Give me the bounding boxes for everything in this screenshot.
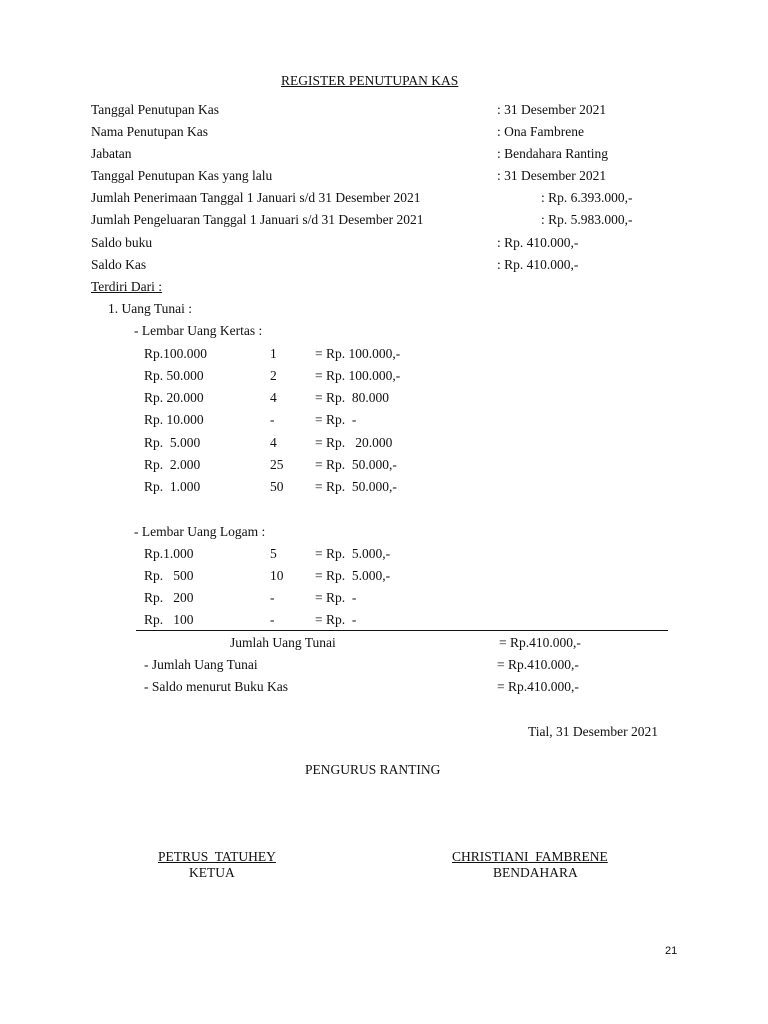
field-label-saldo-buku: Saldo buku bbox=[91, 235, 153, 250]
uang-tunai-heading: 1. Uang Tunai : bbox=[108, 301, 193, 316]
field-value-tanggal-penutupan: : 31 Desember 2021 bbox=[497, 102, 607, 117]
logam-denom: Rp. 500 bbox=[144, 568, 194, 583]
kertas-denom: Rp. 1.000 bbox=[144, 479, 201, 494]
field-value-nama-penutupan: : Ona Fambrene bbox=[497, 124, 584, 139]
kertas-qty: 2 bbox=[270, 368, 277, 383]
kertas-total: = Rp. 100.000,- bbox=[315, 346, 401, 361]
uang-kertas-heading: - Lembar Uang Kertas : bbox=[134, 323, 263, 338]
page-number: 21 bbox=[665, 945, 678, 957]
logam-total: = Rp. 5.000,- bbox=[315, 568, 391, 583]
field-value-tanggal-lalu: : 31 Desember 2021 bbox=[497, 168, 607, 183]
summary-jumlah-tunai-label: - Jumlah Uang Tunai bbox=[144, 657, 258, 672]
logam-denom: Rp. 100 bbox=[144, 612, 194, 627]
kertas-total: = Rp. 20.000 bbox=[315, 435, 393, 450]
kertas-qty: - bbox=[270, 412, 275, 427]
summary-saldo-buku-label: - Saldo menurut Buku Kas bbox=[144, 679, 288, 694]
signatory-role-ketua: KETUA bbox=[189, 865, 235, 880]
kertas-denom: Rp. 10.000 bbox=[144, 412, 204, 427]
kertas-qty: 4 bbox=[270, 435, 277, 450]
signatory-role-bendahara: BENDAHARA bbox=[493, 865, 578, 880]
kertas-denom: Rp. 2.000 bbox=[144, 457, 201, 472]
summary-saldo-buku-value: = Rp.410.000,- bbox=[497, 679, 579, 694]
logam-qty: 5 bbox=[270, 546, 277, 561]
kertas-denom: Rp. 50.000 bbox=[144, 368, 204, 383]
field-value-saldo-buku: : Rp. 410.000,- bbox=[497, 235, 579, 250]
summary-jumlah-tunai-value: = Rp.410.000,- bbox=[497, 657, 579, 672]
signatory-name-bendahara: CHRISTIANI FAMBRENE bbox=[452, 849, 608, 864]
field-label-tanggal-lalu: Tanggal Penutupan Kas yang lalu bbox=[91, 168, 273, 183]
kertas-denom: Rp. 20.000 bbox=[144, 390, 204, 405]
logam-qty: - bbox=[270, 612, 275, 627]
terdiri-dari-heading: Terdiri Dari : bbox=[91, 279, 163, 294]
total-separator-rule bbox=[136, 630, 668, 631]
field-label-saldo-kas: Saldo Kas bbox=[91, 257, 147, 272]
field-label-jabatan: Jabatan bbox=[91, 146, 132, 161]
logam-total: = Rp. 5.000,- bbox=[315, 546, 391, 561]
kertas-qty: 1 bbox=[270, 346, 277, 361]
logam-total: = Rp. - bbox=[315, 590, 357, 605]
pengurus-heading: PENGURUS RANTING bbox=[305, 762, 441, 777]
field-label-jumlah-pengeluaran: Jumlah Pengeluaran Tanggal 1 Januari s/d 31 Desember 2021 bbox=[91, 212, 424, 227]
kertas-qty: 4 bbox=[270, 390, 277, 405]
jumlah-uang-tunai-value: = Rp.410.000,- bbox=[499, 635, 581, 650]
kertas-qty: 25 bbox=[270, 457, 284, 472]
uang-logam-heading: - Lembar Uang Logam : bbox=[134, 524, 266, 539]
document-title: REGISTER PENUTUPAN KAS bbox=[281, 73, 459, 88]
field-value-jumlah-pengeluaran: : Rp. 5.983.000,- bbox=[541, 212, 633, 227]
field-label-jumlah-penerimaan: Jumlah Penerimaan Tanggal 1 Januari s/d 31 Desember 2021 bbox=[91, 190, 421, 205]
signatory-name-ketua: PETRUS TATUHEY bbox=[158, 849, 276, 864]
field-value-saldo-kas: : Rp. 410.000,- bbox=[497, 257, 579, 272]
jumlah-uang-tunai-label: Jumlah Uang Tunai bbox=[230, 635, 336, 650]
kertas-total: = Rp. 80.000 bbox=[315, 390, 389, 405]
field-value-jumlah-penerimaan: : Rp. 6.393.000,- bbox=[541, 190, 633, 205]
place-date: Tial, 31 Desember 2021 bbox=[528, 724, 658, 739]
field-value-jabatan: : Bendahara Ranting bbox=[497, 146, 608, 161]
logam-qty: - bbox=[270, 590, 275, 605]
kertas-total: = Rp. 50.000,- bbox=[315, 457, 397, 472]
logam-denom: Rp.1.000 bbox=[144, 546, 194, 561]
field-label-nama-penutupan: Nama Penutupan Kas bbox=[91, 124, 208, 139]
kertas-denom: Rp. 5.000 bbox=[144, 435, 201, 450]
kertas-total: = Rp. 100.000,- bbox=[315, 368, 401, 383]
kertas-total: = Rp. - bbox=[315, 412, 357, 427]
logam-qty: 10 bbox=[270, 568, 284, 583]
field-label-tanggal-penutupan: Tanggal Penutupan Kas bbox=[91, 102, 220, 117]
kertas-denom: Rp.100.000 bbox=[144, 346, 208, 361]
logam-total: = Rp. - bbox=[315, 612, 357, 627]
kertas-total: = Rp. 50.000,- bbox=[315, 479, 397, 494]
kertas-qty: 50 bbox=[270, 479, 284, 494]
logam-denom: Rp. 200 bbox=[144, 590, 194, 605]
